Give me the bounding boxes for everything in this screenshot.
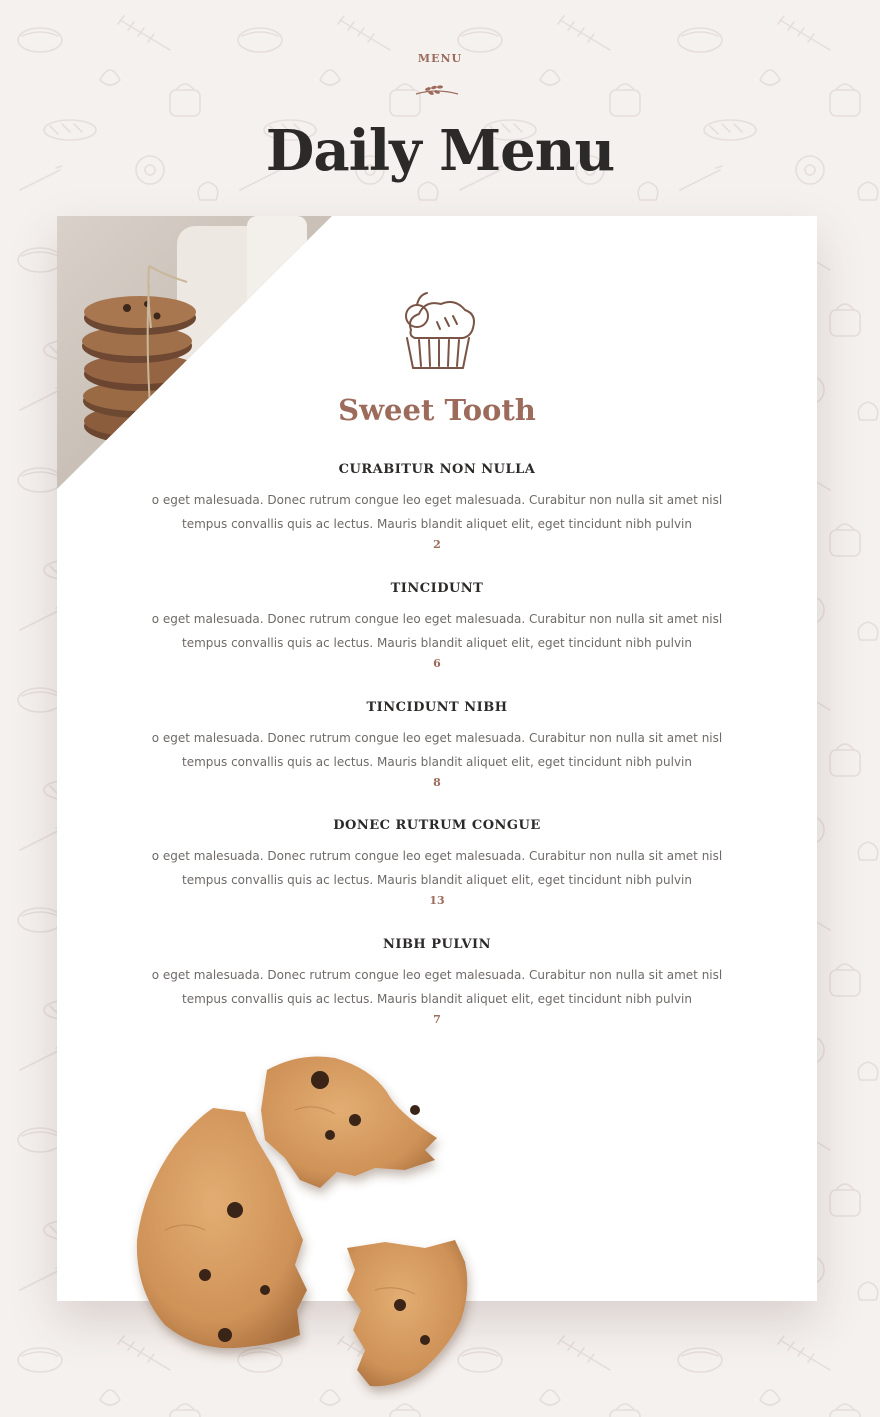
- menu-item: [137, 815, 737, 910]
- menu-item: [137, 697, 737, 792]
- menu-item-price: 2: [433, 538, 441, 551]
- menu-item: [137, 578, 737, 673]
- wheat-divider-icon: [414, 82, 460, 98]
- section-eyebrow: MENU: [417, 52, 463, 65]
- menu-item: [137, 459, 737, 554]
- menu-item: [137, 934, 737, 1029]
- page-title: Daily Menu: [265, 118, 615, 184]
- menu-item-price: 13: [429, 894, 445, 907]
- menu-item-description: o eget malesuada. Donec rutrum congue leo eget malesuada. Curabitur non nulla sit amet nisl tempus convallis quis ac lectus. Mauris blandit aliquet elit, eget tincidunt nibh pulvin: [151, 849, 723, 887]
- menu-item-price: 7: [433, 1013, 441, 1026]
- menu-item-name: TINCIDUNT NIBH: [366, 700, 508, 715]
- section-title: Sweet Tooth: [338, 393, 536, 427]
- menu-item-price: 8: [433, 776, 441, 789]
- menu-item-price: 6: [433, 657, 441, 670]
- menu-item-description: o eget malesuada. Donec rutrum congue leo eget malesuada. Curabitur non nulla sit amet nisl tempus convallis quis ac lectus. Mauris blandit aliquet elit, eget tincidunt nibh pulvin: [151, 731, 723, 769]
- menu-item-name: NIBH PULVIN: [382, 937, 492, 952]
- broken-cookie-illustration: [125, 1050, 485, 1400]
- menu-item-description: o eget malesuada. Donec rutrum congue leo eget malesuada. Curabitur non nulla sit amet nisl tempus convallis quis ac lectus. Mauris blandit aliquet elit, eget tincidunt nibh pulvin: [151, 968, 723, 1006]
- cupcake-icon: [397, 288, 479, 372]
- cookie-stack-photo: [57, 216, 333, 490]
- menu-item-name: CURABITUR NON NULLA: [338, 462, 536, 477]
- menu-item-description: o eget malesuada. Donec rutrum congue leo eget malesuada. Curabitur non nulla sit amet nisl tempus convallis quis ac lectus. Mauris blandit aliquet elit, eget tincidunt nibh pulvin: [151, 612, 723, 650]
- menu-item-name: DONEC RUTRUM CONGUE: [333, 818, 541, 833]
- menu-item-description: o eget malesuada. Donec rutrum congue leo eget malesuada. Curabitur non nulla sit amet nisl tempus convallis quis ac lectus. Mauris blandit aliquet elit, eget tincidunt nibh pulvin: [151, 493, 723, 531]
- menu-item-name: TINCIDUNT: [390, 581, 484, 596]
